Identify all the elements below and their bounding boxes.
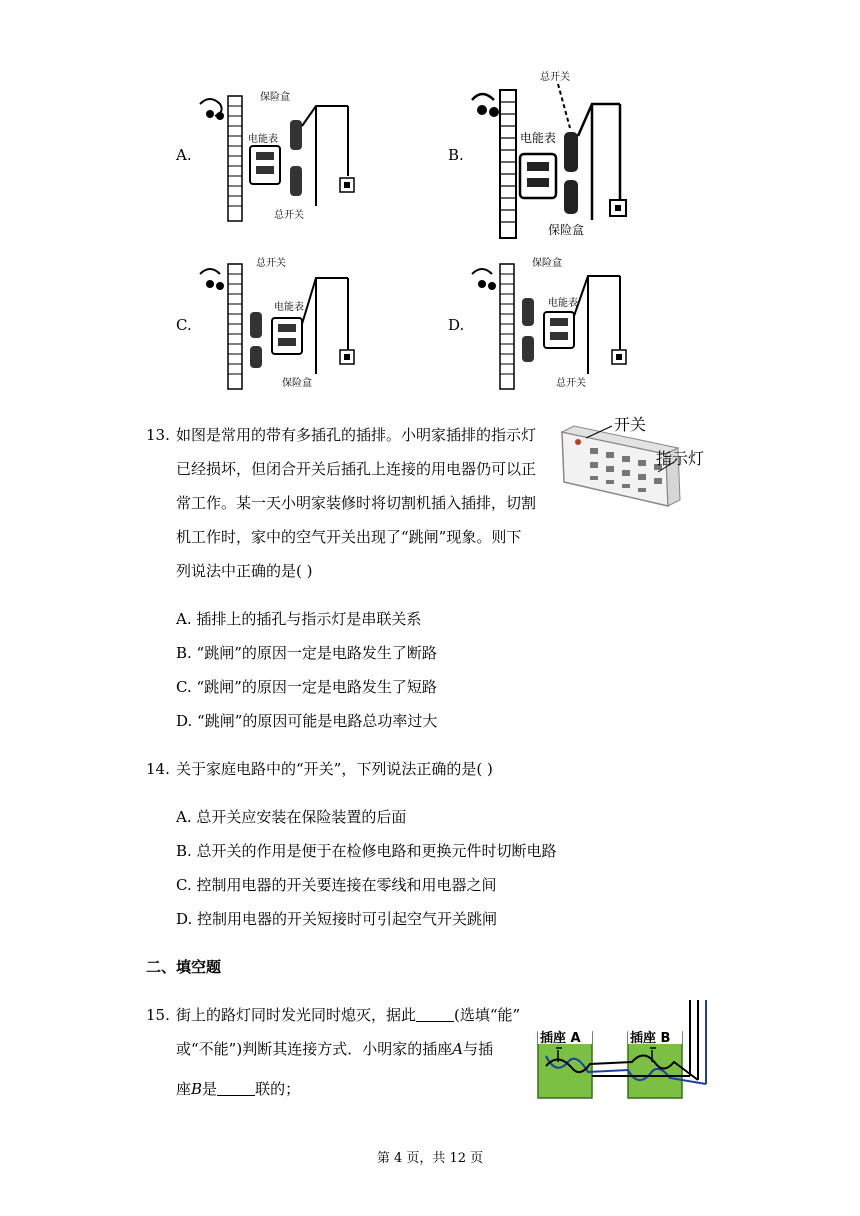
q13-option-d: D. “跳闸”的原因可能是电路总功率过大 — [176, 712, 438, 730]
q15-sockets-figure — [532, 996, 718, 1104]
q12-a-switch-label: 总开关 — [274, 210, 304, 221]
q12-b-switch-label: 总开关 — [540, 72, 570, 83]
q12-d-switch-label: 总开关 — [556, 378, 586, 389]
q12-d-fuse-label: 保险盒 — [532, 258, 562, 269]
section-title-fill-in: 二、填空题 — [146, 958, 222, 976]
q13-indicator-label: 指示灯 — [656, 449, 705, 468]
q15-line-1 — [176, 1005, 520, 1025]
q12-option-a-figure — [198, 86, 360, 226]
q13-stem-line-2: 已经损坏，但闭合开关后插孔上连接的用电器仍可以正 — [176, 460, 537, 478]
q14-option-b: B. 总开关的作用是便于在检修电路和更换元件时切断电路 — [176, 842, 557, 860]
q15-line-2-text: 或“不能”)判断其连接方式．小明家的插座 — [176, 1040, 453, 1058]
q13-power-strip-figure — [556, 410, 726, 520]
q12-b-fuse-label: 保险盒 — [548, 223, 585, 237]
q15-socket-b-label: 插座 B — [630, 1031, 671, 1046]
q13-stem-line-3: 常工作。某一天小明家装修时将切割机插入插排，切割 — [176, 494, 537, 512]
q13-switch-label: 开关 — [614, 415, 647, 434]
q15-line-1-text-a: 街上的路灯同时发光同时熄灭，据此 — [176, 1006, 417, 1024]
q12-option-c-figure — [198, 254, 360, 394]
q15-line-1-text-b: (选填“能” — [454, 1006, 521, 1024]
q12-option-d-figure — [470, 254, 632, 394]
q12-option-b-figure — [470, 70, 632, 240]
q14-stem: 关于家庭电路中的“开关”，下列说法正确的是( ) — [176, 760, 493, 778]
q12-a-fuse-label: 保险盒 — [260, 92, 290, 103]
q15-var-a: A — [452, 1040, 464, 1058]
q12-c-switch-label: 总开关 — [256, 258, 286, 269]
q13-stem-line-1: 如图是常用的带有多插孔的插排。小明家插排的指示灯 — [176, 426, 537, 444]
q13-option-a: A. 插排上的插孔与指示灯是串联关系 — [176, 610, 422, 628]
q15-line-3-text-a: 座 — [176, 1080, 192, 1098]
q15-number: 15. — [146, 1006, 170, 1024]
q12-option-a-letter: A. — [176, 146, 192, 164]
q13-number: 13. — [146, 426, 170, 444]
q15-line-3-text-c: 联的； — [255, 1080, 301, 1098]
q14-number: 14. — [146, 760, 170, 778]
q12-option-d-letter: D. — [448, 316, 465, 334]
q13-stem-line-4: 机工作时，家中的空气开关出现了“跳闸”现象。则下 — [176, 528, 522, 546]
q15-line-3 — [176, 1079, 300, 1099]
page-footer: 第 4 页，共 12 页 — [376, 1151, 484, 1166]
q15-socket-a-label: 插座 A — [540, 1031, 581, 1046]
q15-line-3-text-b: 是 — [202, 1080, 218, 1098]
q13-option-b: B. “跳闸”的原因一定是电路发生了断路 — [176, 644, 437, 662]
q15-blank-1[interactable] — [416, 1007, 454, 1022]
q13-stem-line-5: 列说法中正确的是( ) — [176, 562, 313, 580]
q14-option-c: C. 控制用电器的开关要连接在零线和用电器之间 — [176, 876, 497, 894]
q12-option-b-letter: B. — [448, 146, 464, 164]
q13-option-c: C. “跳闸”的原因一定是电路发生了短路 — [176, 678, 437, 696]
q12-c-meter-label: 电能表 — [274, 302, 304, 313]
q15-line-2 — [176, 1039, 493, 1059]
q12-a-meter-label: 电能表 — [248, 134, 278, 145]
q15-var-b: B — [191, 1080, 203, 1098]
q15-blank-2[interactable] — [217, 1081, 255, 1096]
q14-option-a: A. 总开关应安装在保险装置的后面 — [176, 808, 407, 826]
q15-line-2-end: 与插 — [463, 1040, 494, 1058]
q12-c-fuse-label: 保险盒 — [282, 378, 312, 389]
q12-d-meter-label: 电能表 — [548, 298, 578, 309]
q14-option-d: D. 控制用电器的开关短接时可引起空气开关跳闸 — [176, 910, 498, 928]
q12-b-meter-label: 电能表 — [520, 131, 557, 145]
q12-option-c-letter: C. — [176, 316, 192, 334]
